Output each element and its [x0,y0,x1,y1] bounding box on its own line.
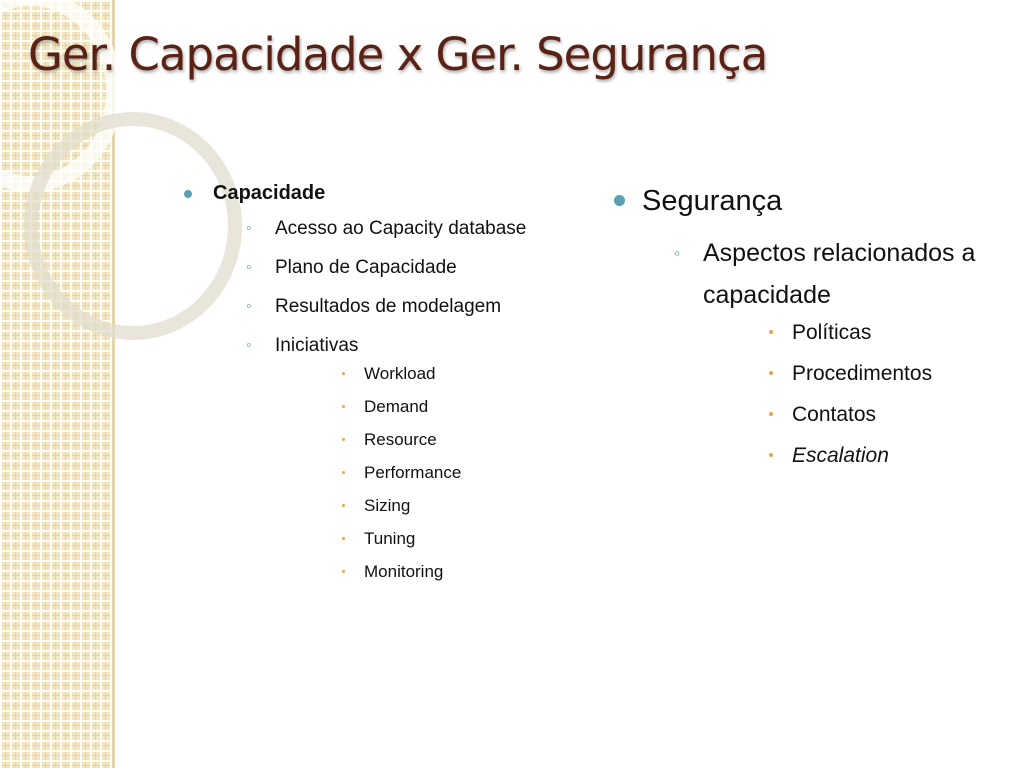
seguranca-sublist [642,232,1002,471]
iniciativas-sublist [275,363,580,583]
list-item: Resource [275,429,580,451]
list-item: Workload [275,363,580,385]
left-column [180,178,580,594]
list-item: Sizing [275,495,580,517]
list-item: Monitoring [275,561,580,583]
bullet-capacidade [180,178,580,583]
heading-capacidade: Capacidade [213,182,326,204]
list-item: ◦ Acesso ao Capacity database [213,216,580,242]
list-item: Escalation [703,441,1002,471]
aspectos-label: Aspectos relacionados a capacidade [703,239,976,309]
heading-seguranca: Segurança [642,185,783,217]
list-item-aspectos [642,232,1002,471]
list-item: Procedimentos [703,359,1002,389]
list-item: Políticas [703,318,1002,348]
list-item: Performance [275,462,580,484]
bullet-seguranca [612,180,1002,471]
aspectos-sublist [703,318,1002,471]
right-column [612,180,1002,482]
list-item: Tuning [275,528,580,550]
slide-title: Ger. Capacidade x Ger. Segurança [28,28,768,81]
list-item: Demand [275,396,580,418]
list-item: ◦ Plano de Capacidade [213,255,580,281]
list-item: ◦ Resultados de modelagem [213,294,580,320]
iniciativas-label: Iniciativas [275,335,359,356]
list-item-iniciativas [213,333,580,583]
list-item: Contatos [703,400,1002,430]
capacidade-sublist [213,216,580,583]
